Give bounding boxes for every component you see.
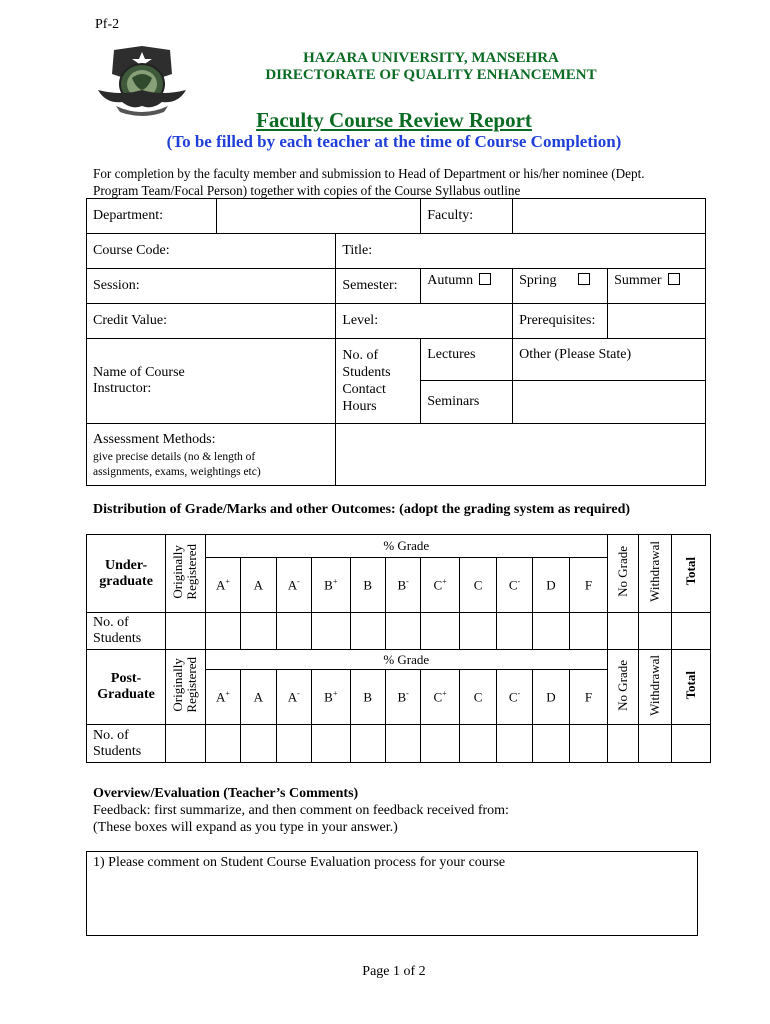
input-cell[interactable]	[421, 725, 460, 763]
department-label: Department:	[87, 199, 217, 234]
input-cell[interactable]	[497, 613, 532, 650]
pg-students-line-2: Students	[93, 743, 142, 759]
input-cell[interactable]	[166, 725, 206, 763]
input-cell[interactable]	[639, 613, 672, 650]
grade-distribution-table	[86, 534, 711, 763]
grade-cell: B+	[311, 670, 350, 725]
grade-cell: C-	[497, 558, 532, 613]
summer-option[interactable]	[608, 269, 706, 304]
pg-orig-line-2: Registered	[184, 657, 200, 713]
pg-students-line-1: No. of	[93, 727, 129, 743]
lectures-label: Lectures	[421, 339, 513, 381]
grade-cell: F	[570, 558, 608, 613]
summer-checkbox[interactable]	[668, 273, 680, 285]
assessment-title: Assessment Methods:	[93, 432, 216, 447]
overview-heading: Overview/Evaluation (Teacher’s Comments)	[93, 786, 359, 801]
contact-line-1: No. of	[342, 348, 379, 363]
input-cell[interactable]	[497, 725, 532, 763]
instructor-label	[87, 339, 336, 424]
assessment-detail-2: assignments, exams, weightings etc)	[93, 466, 261, 478]
other-label: Other (Please State)	[513, 339, 706, 381]
spring-checkbox[interactable]	[578, 273, 590, 285]
department-field[interactable]	[216, 199, 420, 234]
assessment-detail-1: give precise details (no & length of	[93, 451, 256, 463]
input-cell[interactable]	[459, 725, 497, 763]
input-cell[interactable]	[607, 613, 638, 650]
input-cell[interactable]	[570, 725, 608, 763]
grade-cell: C+	[421, 670, 460, 725]
grade-cell: B	[350, 558, 385, 613]
course-info-table	[86, 198, 706, 486]
form-code: Pf-2	[95, 17, 120, 32]
pg-no-grade-label: No Grade	[614, 659, 630, 711]
input-cell[interactable]	[607, 725, 638, 763]
grade-cell: C	[459, 558, 497, 613]
input-cell[interactable]	[205, 725, 240, 763]
contact-line-3: Contact	[342, 382, 386, 397]
ug-students-row	[87, 613, 711, 650]
intro-text	[93, 165, 705, 199]
assessment-label	[87, 424, 336, 486]
input-cell[interactable]	[385, 725, 420, 763]
input-cell[interactable]	[311, 613, 350, 650]
pg-withdrawal-header	[639, 650, 672, 725]
pg-total-header	[672, 650, 711, 725]
session-label: Session:	[87, 269, 336, 304]
input-cell[interactable]	[276, 613, 311, 650]
pg-withdrawal-label: Withdrawal	[647, 654, 663, 716]
input-cell[interactable]	[459, 613, 497, 650]
prerequisites-field[interactable]	[608, 304, 706, 339]
grade-cell: F	[570, 670, 608, 725]
input-cell[interactable]	[385, 613, 420, 650]
ug-students-line-2: Students	[93, 631, 142, 646]
grade-cell: B	[350, 670, 385, 725]
grade-cell: A-	[276, 558, 311, 613]
grade-cell: A+	[205, 670, 240, 725]
ug-total-header	[672, 535, 711, 613]
undergraduate-line-1: Under-	[104, 557, 148, 573]
ug-originally-registered-label	[171, 544, 199, 600]
university-seal-icon	[92, 44, 192, 118]
grade-cell: C+	[421, 558, 460, 613]
input-cell[interactable]	[350, 613, 385, 650]
contact-line-4: Hours	[342, 399, 377, 414]
input-cell[interactable]	[241, 613, 276, 650]
ug-pct-grade-header: % Grade	[205, 535, 607, 558]
contact-line-2: Students	[342, 365, 391, 380]
grade-cell: B-	[385, 558, 420, 613]
grade-cell: A-	[276, 670, 311, 725]
input-cell[interactable]	[639, 725, 672, 763]
pg-no-grade-header	[607, 650, 638, 725]
grade-cell: B-	[385, 670, 420, 725]
input-cell[interactable]	[672, 613, 711, 650]
summer-label: Summer	[614, 273, 662, 288]
feedback-instruction: Feedback: first summarize, and then comment on feedback received from:	[93, 803, 509, 818]
page-number: Page 1 of 2	[362, 964, 426, 979]
pg-total-label: Total	[683, 670, 699, 700]
input-cell[interactable]	[532, 613, 570, 650]
seminars-label: Seminars	[421, 381, 513, 424]
pg-originally-registered	[166, 650, 206, 725]
input-cell[interactable]	[350, 725, 385, 763]
grade-cell: A+	[205, 558, 240, 613]
undergraduate-label	[87, 535, 166, 613]
grade-cell: A	[241, 670, 276, 725]
grade-cell: C	[459, 670, 497, 725]
input-cell[interactable]	[166, 613, 206, 650]
intro-line-2: Program Team/Focal Person) together with copies of the Course Syllabus outline	[93, 183, 521, 198]
ug-withdrawal-header	[639, 535, 672, 613]
prerequisites-label: Prerequisites:	[513, 304, 608, 339]
credit-value-label: Credit Value:	[87, 304, 336, 339]
input-cell[interactable]	[241, 725, 276, 763]
grade-cell: D	[532, 558, 570, 613]
contact-hours-label	[336, 339, 421, 424]
pg-pct-grade-header: % Grade	[205, 650, 607, 670]
spring-label: Spring	[519, 273, 557, 288]
grade-cell: B+	[311, 558, 350, 613]
ug-withdrawal-label: Withdrawal	[647, 541, 663, 602]
course-code-label: Course Code:	[87, 234, 336, 269]
input-cell[interactable]	[570, 613, 608, 650]
autumn-option[interactable]	[421, 269, 513, 304]
faculty-label: Faculty:	[421, 199, 513, 234]
pg-originally-registered-label	[171, 657, 199, 713]
input-cell[interactable]	[421, 613, 460, 650]
input-cell[interactable]	[276, 725, 311, 763]
ug-students-line-1: No. of	[93, 615, 129, 630]
university-name: HAZARA UNIVERSITY, MANSEHRA	[303, 50, 559, 66]
input-cell[interactable]	[205, 613, 240, 650]
input-cell[interactable]	[672, 725, 711, 763]
ug-total-label: Total	[683, 557, 699, 586]
spring-option[interactable]	[513, 269, 608, 304]
pg-students-label	[87, 725, 166, 763]
autumn-label: Autumn	[427, 273, 474, 288]
postgraduate-line-2: Graduate	[97, 687, 155, 702]
faculty-field[interactable]	[513, 199, 706, 234]
ug-students-label	[87, 613, 166, 650]
pg-students-row	[87, 725, 711, 763]
input-cell[interactable]	[532, 725, 570, 763]
expand-note: (These boxes will expand as you type in your answer.)	[93, 820, 398, 835]
seminars-field[interactable]	[513, 381, 706, 424]
question-1: 1) Please comment on Student Course Evaluation process for your course	[93, 855, 506, 870]
ug-orig-line-1: Originally	[170, 544, 186, 599]
grade-cell: A	[241, 558, 276, 613]
postgraduate-line-1: Post-	[110, 671, 142, 686]
intro-line-1: For completion by the faculty member and submission to Head of Department or his/her nominee (Dept.	[93, 166, 645, 181]
ug-no-grade-header	[607, 535, 638, 613]
page-subtitle: (To be filled by each teacher at the time of Course Completion)	[166, 132, 622, 151]
level-label: Level:	[336, 304, 513, 339]
distribution-heading: Distribution of Grade/Marks and other Outcomes: (adopt the grading system as required)	[93, 502, 631, 517]
ug-orig-line-2: Registered	[184, 543, 200, 600]
grade-cell: D	[532, 670, 570, 725]
semester-label: Semester:	[336, 269, 421, 304]
instructor-label-line-1: Name of Course	[93, 365, 185, 380]
ug-no-grade-label: No Grade	[614, 546, 630, 597]
ug-originally-registered	[166, 535, 206, 613]
undergraduate-line-2: graduate	[99, 573, 153, 589]
grade-cell: C-	[497, 670, 532, 725]
instructor-label-line-2: Instructor:	[93, 381, 152, 396]
title-label: Title:	[336, 234, 706, 269]
autumn-checkbox[interactable]	[479, 273, 491, 285]
postgraduate-label	[87, 650, 166, 725]
pg-orig-line-1: Originally	[170, 658, 186, 712]
input-cell[interactable]	[311, 725, 350, 763]
assessment-field[interactable]	[336, 424, 706, 486]
directorate-name: DIRECTORATE OF QUALITY ENHANCEMENT	[265, 67, 597, 83]
page-title: Faculty Course Review Report	[256, 108, 532, 132]
